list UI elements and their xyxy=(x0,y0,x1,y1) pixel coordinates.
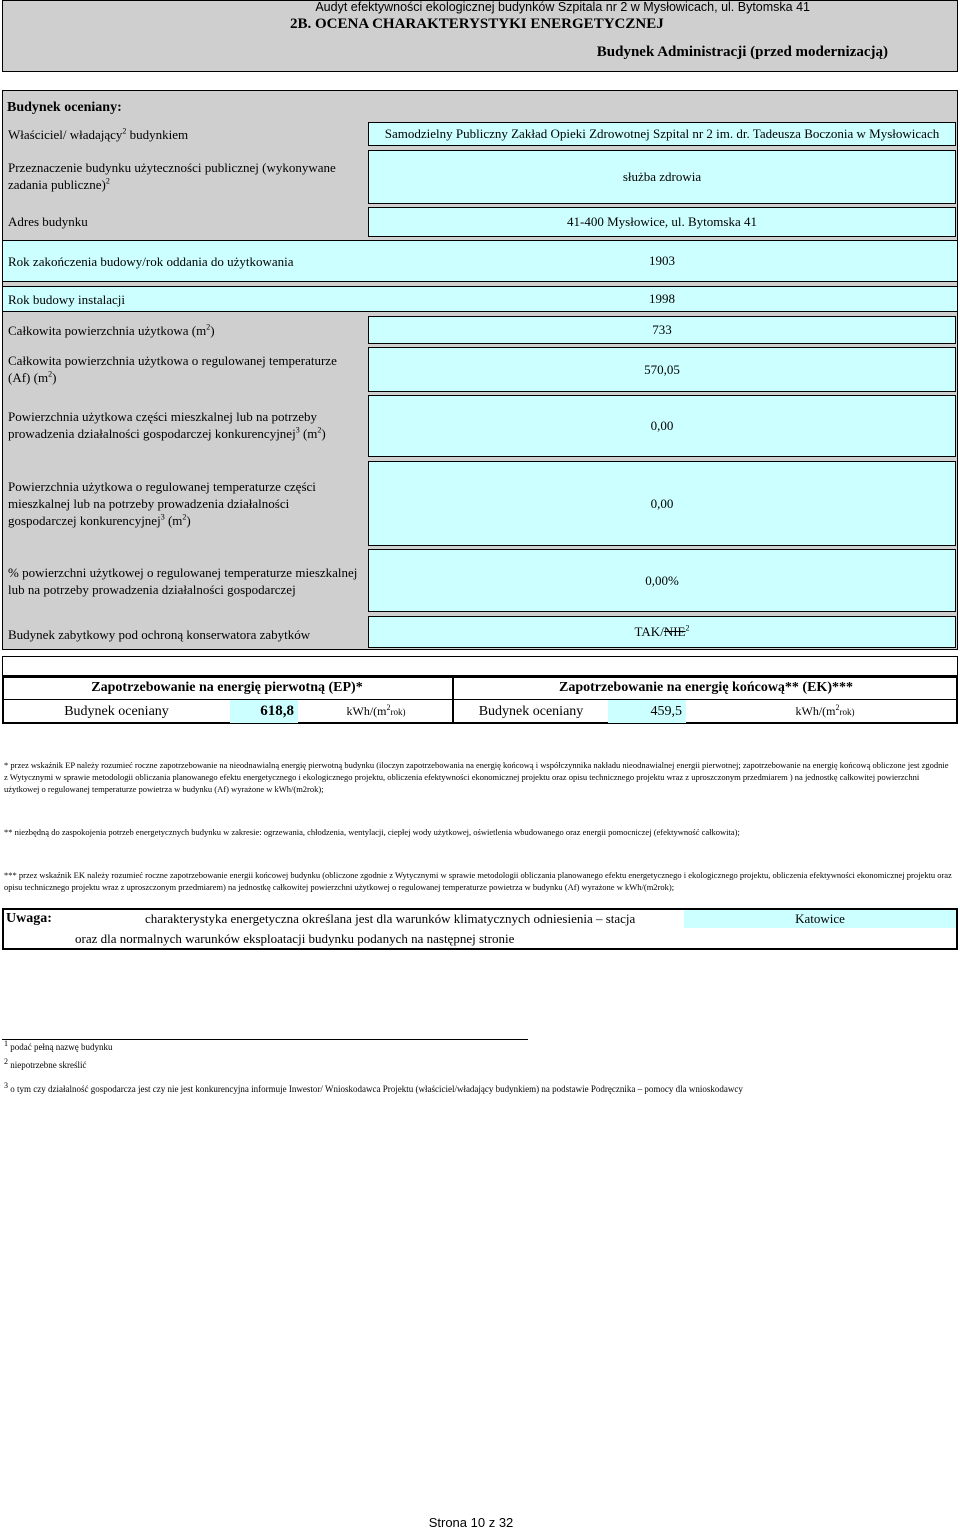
residential-heated-label: Powierzchnia użytkowa o regulowanej temperaturze części mieszkalnej lub na potrzeby prowadzenia działalności gospodarczej konkurencyjnej$^3$ $(m^2)$ xyxy=(8,478,316,528)
residential-heated-value: 0,00 xyxy=(368,461,956,546)
note-ep: * przez wskaźnik EP należy rozumieć roczne zapotrzebowanie na nieodnawialną energię pierwotną budynku (iloczyn zapotrzebowania na energię końcową i współczynnika nakładu nieodnawialnej energii pierwotnej; zapotrzebowanie na energię końcową obliczone jest zgodnie z Wytycznymi w sprawie metodologii obliczania planowanego efektu energetycznego i ekologicznego projektu, obliczenia efektywności ekonomicznej projektu oraz opisu technicznego projektu wraz z uproszczonym przedmiarem ) na jednostkę całkowitej powierzchni użytkowej o regulowanej temperaturze powietrza w budynku (Af) wyrażone w kWh/(m2rok); xyxy=(4,760,949,794)
residential-area-label: Powierzchnia użytkowa części mieszkalnej lub na potrzeby prowadzenia działalności gospodarczej konkurencyjnej$^3$ $(m^2)$ xyxy=(8,409,326,441)
year-built-label: Rok zakończenia budowy/rok oddania do użytkowania xyxy=(8,253,294,269)
year-built-value: 1903 xyxy=(649,253,675,268)
year-install-value: 1998 xyxy=(649,291,675,306)
page-number: Strona 10 z 32 xyxy=(428,1515,514,1530)
spacer-row xyxy=(2,656,958,676)
total-area-value: 733 xyxy=(368,316,956,344)
ep-row-label: Budynek oceniany xyxy=(64,703,169,719)
footnote-rule xyxy=(2,1039,528,1040)
total-area-label: Całkowita powierzchnia użytkowa $(m^2)$ xyxy=(8,322,215,338)
building-heading: Budynek oceniany: xyxy=(7,100,122,115)
section-title: 2B. OCENA CHARAKTERYSTYKI ENERGETYCZNEJ xyxy=(290,16,664,32)
footnote-1: $^1$ podać pełną nazwę budynku xyxy=(4,1039,113,1052)
ek-value: 459,5 xyxy=(608,700,686,723)
heritage-label: Budynek zabytkowy pod ochroną konserwatora zabytków xyxy=(8,626,311,642)
percent-label: % powierzchni użytkowej o regulowanej temperaturze mieszkalnej lub na potrzeby prowadzenia działalności gospodarczej xyxy=(8,565,358,597)
ep-value: 618,8 xyxy=(230,700,298,723)
ep-unit: kWh/$(m^2rok)$ xyxy=(346,703,406,718)
footnote-2: $^2$ niepotrzebne skreślić xyxy=(4,1057,87,1070)
remark-line1: charakterystyka energetyczna określana jest dla warunków klimatycznych odniesienia – stacja xyxy=(145,911,636,926)
ek-unit: kWh/$(m^2rok)$ xyxy=(795,703,855,718)
note-needs: ** niezbędną do zaspokojenia potrzeb energetycznych budynku w zakresie: ogrzewania, chłodzenia, wentylacji, ciepłej wody użytkowej, oświetlenia wbudowanego oraz energii pomocniczej (efektywność całkowita); xyxy=(4,827,740,837)
address-value: 41-400 Mysłowice, ul. Bytomska 41 xyxy=(368,207,956,237)
percent-value: 0,00% xyxy=(368,549,956,612)
ep-heading: Zapotrzebowanie na energię pierwotną (EP)* xyxy=(91,680,363,695)
heated-area-value: 570,05 xyxy=(368,347,956,392)
footnote-3: $^3$ o tym czy działalność gospodarcza jest czy nie jest konkurencyjna informuje Inwestor/ Wnioskodawca Projektu (właściciel/władający budynkiem) na podstawie Podręcznika – pomocy dla wnioskodawcy xyxy=(4,1081,743,1094)
remark-station: Katowice xyxy=(684,910,956,928)
residential-area-value: 0,00 xyxy=(368,395,956,457)
remark-label: Uwaga: xyxy=(6,911,52,926)
purpose-value: służba zdrowia xyxy=(368,150,956,204)
ek-heading: Zapotrzebowanie na energię końcową** (EK)*** xyxy=(559,680,853,695)
building-subtitle: Budynek Administracji (przed modernizacją) xyxy=(596,44,888,60)
address-label: Adres budynku xyxy=(8,213,88,229)
owner-label: Właściciel/ władający$^2$ budynkiem xyxy=(8,126,189,142)
running-title: Audyt efektywności ekologicznej budynków Szpitala nr 2 w Mysłowicach, ul. Bytomska 41 xyxy=(315,0,810,14)
ek-row-label: Budynek oceniany xyxy=(478,703,584,719)
year-install-label: Rok budowy instalacji xyxy=(8,291,125,307)
owner-value: Samodzielny Publiczny Zakład Opieki Zdrowotnej Szpital nr 2 im. dr. Tadeusza Boczonia w Mysłowicach xyxy=(368,122,956,146)
energy-hline xyxy=(2,699,958,700)
purpose-label: Przeznaczenie budynku użyteczności publicznej (wykonywane zadania publiczne)$^2$ xyxy=(8,160,336,192)
note-ek: *** przez wskaźnik EK należy rozumieć roczne zapotrzebowanie energii końcowej budynku (obliczone zgodnie z Wytycznymi w sprawie metodologii obliczania planowanego efektu energetycznego i ekologicznego projektu, obliczenia efektywności ekonomicznej projektu oraz opisu technicznego projektu wraz z uproszczonym przedmiarem) na jednostkę całkowitej powierzchni użytkowej o regulowanej temperaturze powietrza w budynku (Af) wyrażone w kWh/(m2rok); xyxy=(4,870,952,892)
remark-line2: oraz dla normalnych warunków eksploatacji budynku podanych na następnej stronie xyxy=(75,931,515,946)
heritage-value: TAK/NIE$^2$ xyxy=(368,616,956,648)
heated-area-label: Całkowita powierzchnia użytkowa o regulowanej temperaturze (Af) $(m^2)$ xyxy=(8,353,337,385)
